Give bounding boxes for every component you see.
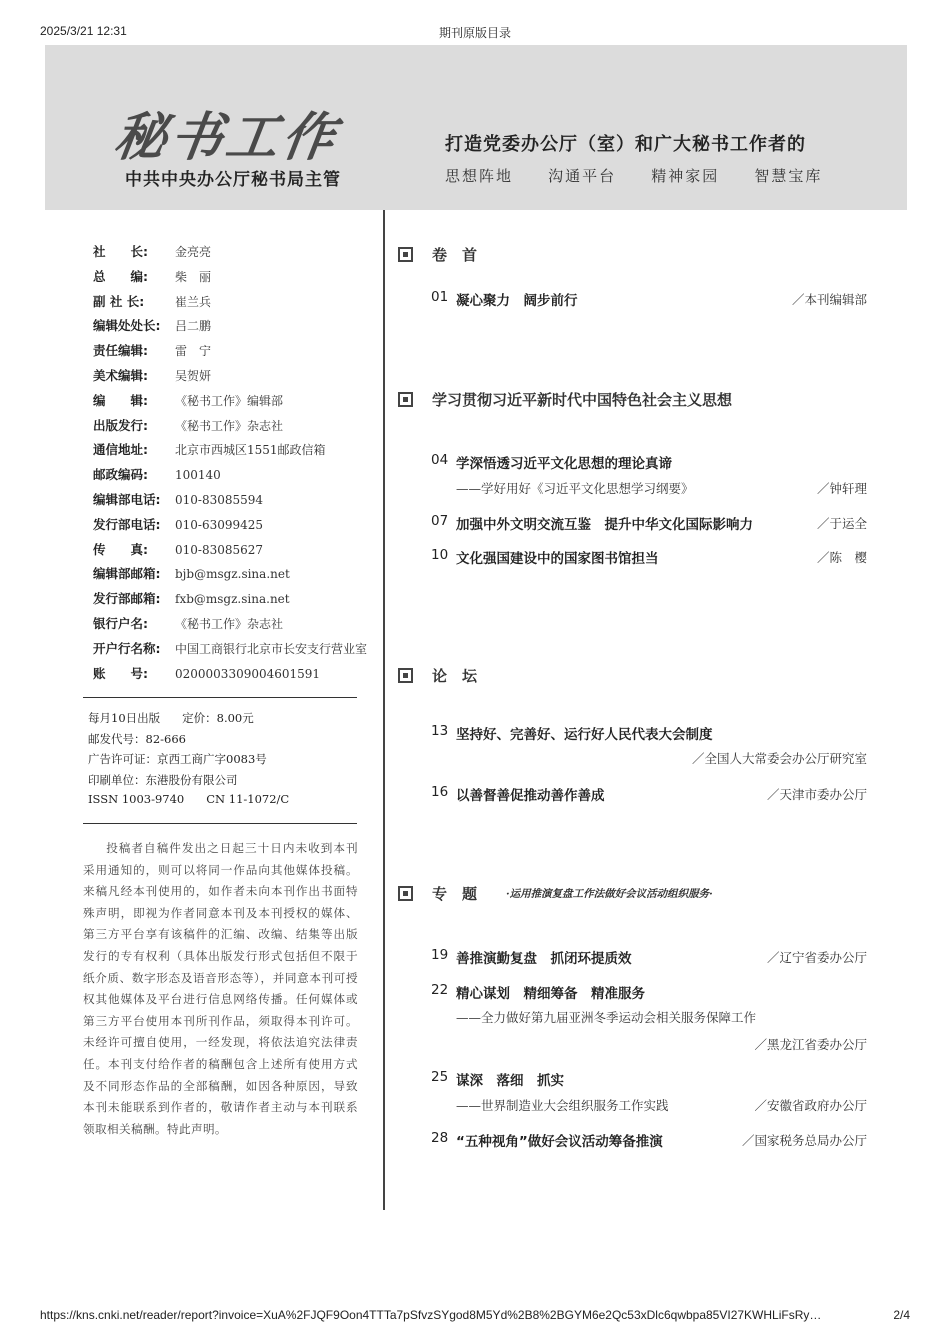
toc-entry[interactable] (431, 452, 867, 472)
toc-section (398, 244, 870, 264)
postal-code: 邮发代号：82-666 (88, 731, 186, 746)
masthead-label: 通信地址: (93, 442, 148, 458)
masthead-row (93, 540, 383, 565)
masthead-row (93, 341, 383, 366)
masthead-label: 编辑部邮箱: (93, 566, 161, 582)
print-header (40, 24, 910, 40)
masthead-label: 社 长: (93, 244, 148, 259)
print-datetime: 2025/3/21 12:31 (40, 24, 127, 38)
page-number: 2/4 (893, 1308, 910, 1322)
masthead-value: 吕二鹏 (175, 319, 212, 334)
rule-divider (83, 697, 357, 698)
ad-license: 广告许可证：京西工商广字0083号 (88, 752, 267, 766)
entry-author: ／于运全 (816, 516, 867, 531)
masthead-row (93, 416, 383, 441)
masthead-label: 副 社 长: (93, 293, 145, 309)
masthead-label: 发行部电话: (93, 516, 161, 532)
toc-entry[interactable] (431, 723, 867, 743)
masthead (93, 242, 383, 688)
entry-page: 16 (431, 784, 449, 800)
price: 定价：8.00元 (182, 711, 254, 725)
section-square-icon (398, 247, 413, 262)
masthead-label: 出版发行: (93, 417, 148, 433)
entry-page: 28 (431, 1130, 449, 1146)
entry-title: 谋深 落细 抓实 (456, 1073, 564, 1089)
masthead-value: 金亮亮 (175, 245, 212, 259)
toc-entry[interactable] (431, 1069, 867, 1089)
toc-entry[interactable] (431, 947, 867, 967)
section-square-icon (398, 886, 413, 901)
masthead-row (93, 515, 383, 540)
entry-title: 以善督善促推动善作善成 (456, 788, 605, 804)
masthead-value: 中国工商银行北京市长安支行营业室 (175, 641, 368, 656)
masthead-value: 崔兰兵 (175, 294, 212, 309)
entry-title: 善推演勤复盘 抓闭环提质效 (456, 951, 632, 967)
toc-entry[interactable] (431, 547, 867, 567)
entry-subtitle-line (456, 1008, 867, 1026)
entry-author-line (431, 749, 867, 767)
print-title: 期刊原版目录 (438, 26, 511, 40)
print-footer (40, 1308, 910, 1324)
masthead-value: 0200003309004601591 (175, 666, 321, 681)
entry-title: “五种视角”做好会议活动筹备推演 (456, 1134, 663, 1150)
masthead-row (93, 490, 383, 515)
masthead-value: fxb@msgz.sina.net (175, 592, 290, 607)
entry-title: 加强中外文明交流互鉴 提升中华文化国际影响力 (456, 517, 753, 533)
masthead-row (93, 664, 383, 689)
entry-page: 22 (431, 982, 449, 998)
masthead-label: 传 真: (93, 541, 148, 557)
section-title: 专 题 (432, 885, 478, 903)
masthead-label: 开户行名称: (93, 640, 161, 656)
column-divider (383, 210, 385, 1210)
toc-section (398, 665, 870, 685)
rule-divider (83, 823, 357, 824)
entry-page: 10 (431, 547, 449, 563)
entry-subtitle: ——全力做好第九届亚洲冬季运动会相关服务保障工作 (456, 1010, 757, 1025)
entry-author: ／钟轩理 (816, 481, 867, 496)
masthead-value: 010-83085627 (175, 542, 264, 557)
masthead-label: 发行部邮箱: (93, 591, 161, 607)
masthead-row (93, 639, 383, 664)
masthead-row (93, 292, 383, 317)
masthead-label: 总 编: (93, 268, 148, 284)
copyright-notice: 投稿者自稿件发出之日起三十日内未收到本刊采用通知的，则可以将同一作品向其他媒体投稿。来稿凡经本刊使用的，如作者未向本刊作出书面特殊声明，即视为作者同意本刊及本刊授权的媒体、第三方平台享有该稿件的汇编、改编、结集等出版发行的专有权利（具体出版发行形式包括但不限于纸介质、数字形态及语音形态等），并同意本刊可授权其他媒体及平台进行信息网络传播。任何媒体或第三方平台使用本刊所刊作品，须取得本刊许可。未经许可擅自使用，一经发现，将依法追究法律责任。本刊支付给作者的稿酬包含上述所有使用方式及不同形态作品的全部稿酬，如因各种原因，导致本刊未能联系到作者的，敬请作者主动与本刊联系领取相关稿酬。特此声明。 (83, 841, 358, 1136)
entry-author: ／辽宁省委办公厅 (766, 950, 867, 965)
masthead-row (93, 465, 383, 490)
entry-author: ／陈 樱 (816, 550, 867, 565)
entry-page: 04 (431, 452, 449, 468)
entry-author: ／本刊编辑部 (791, 292, 867, 307)
entry-subtitle-line (456, 1096, 867, 1114)
entry-subtitle-line (456, 479, 867, 497)
entry-author-line (431, 1035, 867, 1053)
publication-info (88, 710, 358, 813)
entry-page: 19 (431, 947, 449, 963)
entry-title: 学深悟透习近平文化思想的理论真谛 (456, 456, 672, 472)
masthead-value: 010-83085594 (175, 492, 264, 507)
masthead-value: 《秘书工作》杂志社 (175, 418, 284, 433)
section-title: 论 坛 (432, 667, 478, 685)
entry-title: 凝心聚力 阔步前行 (456, 293, 578, 309)
entry-title: 精心谋划 精细筹备 精准服务 (456, 986, 645, 1002)
entry-subtitle: ——世界制造业大会组织服务工作实践 (456, 1098, 669, 1113)
toc-entry[interactable] (431, 289, 867, 309)
slogan-tag: 精神家园 (651, 167, 720, 185)
toc-entry[interactable] (431, 1130, 867, 1150)
masthead-label: 编辑处处长: (93, 318, 161, 334)
masthead-row (93, 366, 383, 391)
masthead-row (93, 391, 383, 416)
printer: 印刷单位：东港股份有限公司 (88, 772, 238, 787)
section-square-icon (398, 392, 413, 407)
masthead-value: 北京市西城区1551邮政信箱 (175, 443, 326, 458)
journal-logo: 秘书工作 (110, 107, 343, 168)
journal-sponsor: 中共中央办公厅秘书局主管 (125, 170, 341, 190)
masthead-label: 编 辑: (93, 392, 148, 408)
masthead-label: 编辑部电话: (93, 491, 161, 507)
masthead-row (93, 589, 383, 614)
entry-subtitle: ——学好用好《习近平文化思想学习纲要》 (456, 481, 694, 496)
masthead-value: 雷 宁 (175, 344, 212, 359)
masthead-value: 《秘书工作》编辑部 (175, 393, 284, 408)
journal-banner (45, 45, 907, 210)
masthead-value: 《秘书工作》杂志社 (175, 616, 284, 631)
section-square-icon (398, 668, 413, 683)
masthead-row (93, 440, 383, 465)
entry-page: 13 (431, 723, 449, 739)
entry-author: ／全国人大常委会办公厅研究室 (691, 751, 867, 766)
toc-entry[interactable] (431, 982, 867, 1002)
entry-title: 坚持好、完善好、运行好人民代表大会制度 (456, 727, 713, 743)
entry-author: ／天津市委办公厅 (766, 787, 867, 802)
slogan-tags (445, 165, 845, 186)
slogan-tag: 思想阵地 (445, 167, 514, 185)
source-url[interactable]: https://kns.cnki.net/reader/report?invoice=XuA%2FJQF9Oon4TTTa7pSfvzSYgod8M5Yd%2B8%2BGYM6e2Qc53xDlc6qwbpa85VI27KWHLiFsRy… (40, 1308, 822, 1322)
entry-author: ／安徽省政府办公厅 (754, 1098, 867, 1113)
entry-title: 文化强国建设中的国家图书馆担当 (456, 551, 659, 567)
masthead-label: 账 号: (93, 665, 148, 681)
toc-entry[interactable] (431, 784, 867, 804)
toc-entry[interactable] (431, 513, 867, 533)
toc-section (398, 389, 870, 409)
masthead-value: 100140 (175, 468, 221, 483)
section-subtitle: ·运用推演复盘工作法做好会议活动组织服务· (506, 888, 713, 900)
slogan-tag: 智慧宝库 (754, 167, 823, 185)
masthead-label: 责任编辑: (93, 343, 148, 359)
toc-section (398, 883, 870, 903)
masthead-label: 邮政编码: (93, 467, 148, 483)
masthead-value: 吴贺妍 (175, 368, 212, 383)
issn: ISSN 1003-9740 (88, 792, 185, 806)
masthead-row (93, 316, 383, 341)
masthead-label: 银行户名: (93, 615, 148, 631)
masthead-row (93, 267, 383, 292)
journal-slogan: 打造党委办公厅（室）和广大秘书工作者的 (445, 134, 806, 155)
cn-number: CN 11-1072/C (206, 792, 290, 806)
masthead-value: 010-63099425 (175, 517, 264, 532)
masthead-label: 美术编辑: (93, 367, 148, 383)
entry-page: 25 (431, 1069, 449, 1085)
publish-schedule: 每月10日出版 (88, 711, 161, 725)
section-title: 学习贯彻习近平新时代中国特色社会主义思想 (432, 391, 733, 409)
entry-page: 01 (431, 289, 449, 305)
masthead-row (93, 564, 383, 589)
slogan-tag: 沟通平台 (548, 167, 617, 185)
section-title: 卷 首 (432, 246, 478, 264)
masthead-value: bjb@msgz.sina.net (175, 567, 290, 582)
masthead-row (93, 242, 383, 267)
entry-author: ／黑龙江省委办公厅 (754, 1037, 867, 1052)
masthead-value: 柴 丽 (175, 269, 212, 284)
entry-page: 07 (431, 513, 449, 529)
masthead-row (93, 614, 383, 639)
entry-author: ／国家税务总局办公厅 (741, 1133, 867, 1148)
